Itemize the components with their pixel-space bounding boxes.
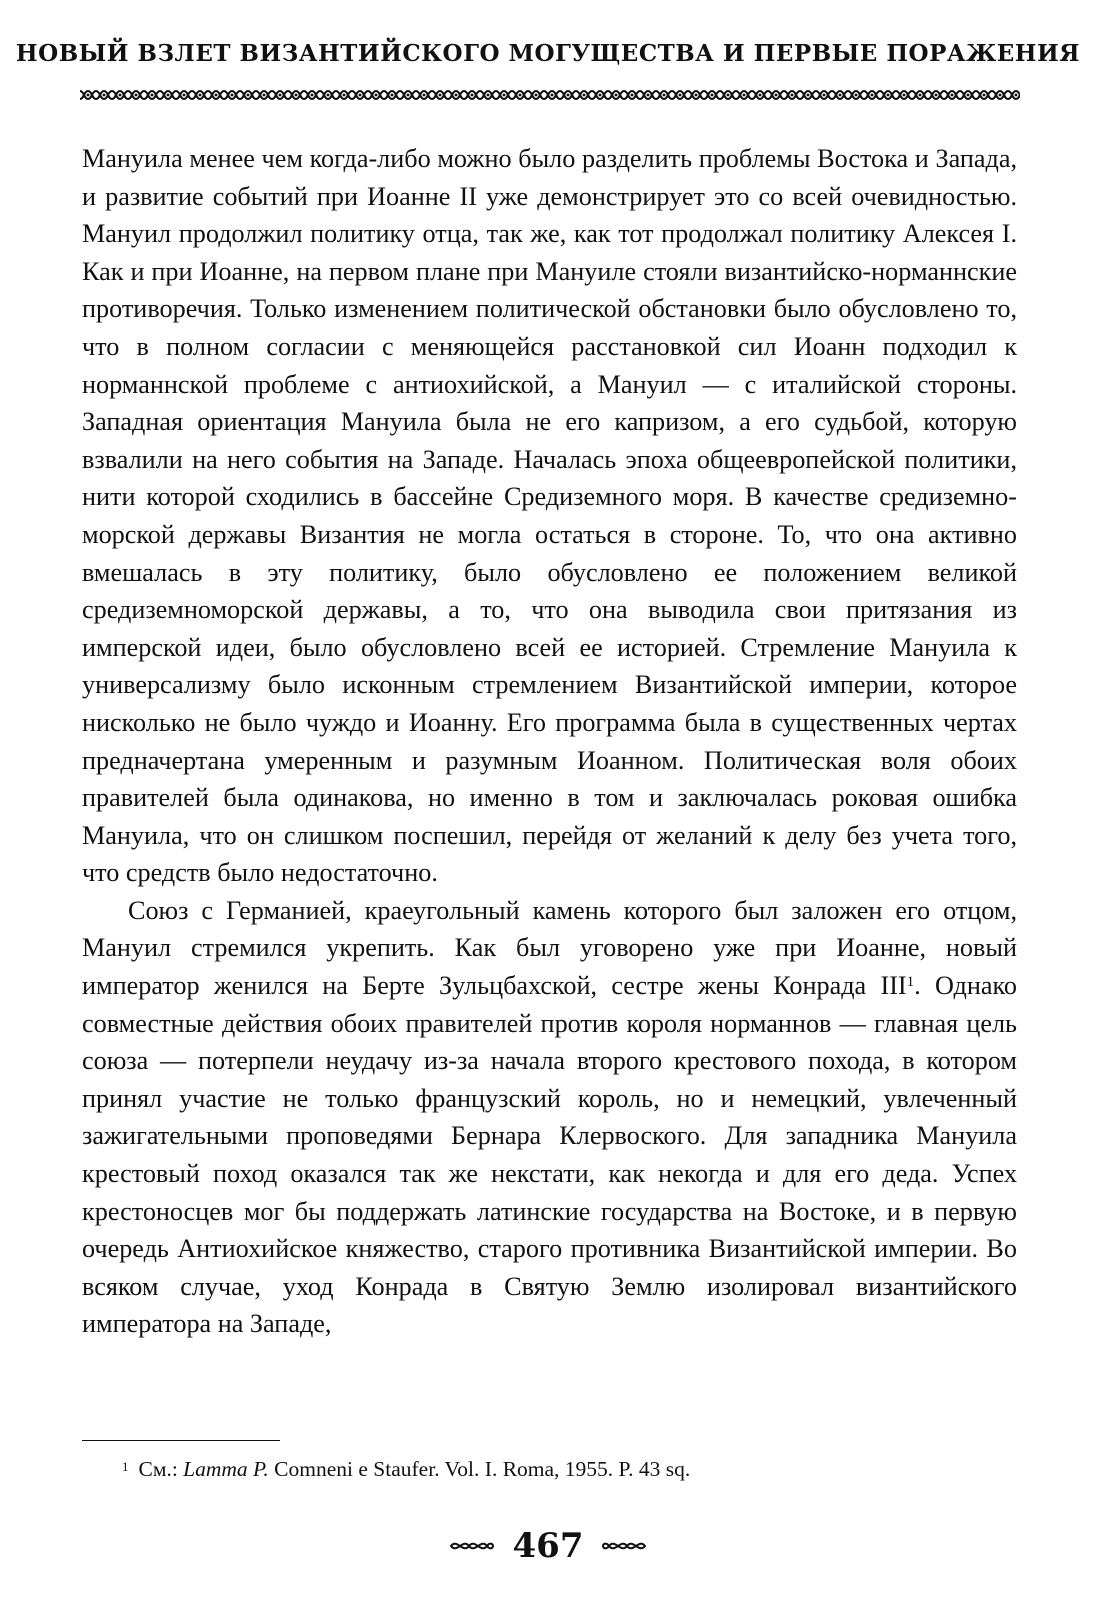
running-head: НОВЫЙ ВЗЛЕТ ВИЗАНТИЙСКОГО МОГУЩЕСТВА И ПЕРВЫЕ ПОРАЖЕНИЯ — [15, 40, 1081, 67]
main-text — [82, 140, 1017, 1343]
footnote-author: Lamma P. — [183, 1457, 269, 1481]
folio — [0, 1526, 1096, 1566]
paragraph-text: Союз с Германией, краеугольный камень которого был заложен его отцом, Мануил стремился укрепить. Как был уговорено уже при Иоанне, новый император женился на Берте Зульцбахской, сестре жены Конрада III — [82, 895, 1017, 1001]
knot-ornament-right-icon — [601, 1538, 647, 1554]
knot-ornament-left-icon — [449, 1538, 495, 1554]
footnote-citation: Comneni e Staufer. Vol. I. Roma, 1955. P. 43 sq. — [268, 1457, 691, 1481]
paragraph-continued: Мануила менее чем когда-либо можно было разделить проблемы Востока и Запада, и развитие событий при Иоанне II уже демонстрирует это со всей очевидностью. Мануил продолжил политику отца, так же, как тот продолжал политику Алексея I. Как и при Иоанне, на первом плане при Мануиле стояли византийско-норманнские противоречия. Только изменением политической обстановки было обусловлено то, что в полном согласии с меняющейся расстановкой сил Иоанн подходил к норманнской проблеме с антиохийской, а Мануил — с италийской стороны. Западная ориентация Мануила была не его капризом, а его судьбой, которую взвалили на него события на Западе. Началась эпоха общеевропейской политики, нити которой сходились в бассейне Средиземного моря. В качестве средиземноморской державы Византия не могла остаться в стороне. То, что она активно вмешалась в эту политику, было обусловлено ее положением великой средиземноморской державы, а то, что она выводила свои притязания из имперской идеи, было обусловлено всей ее историей. Стремление Мануила к универсализму было исконным стремлением Византийской империи, которое нисколько не было чуждо и Иоанну. Его программа была в существенных чертах предначертана умеренным и разумным Иоанном. Политическая воля обоих правителей была одинакова, но именно в том и заключалась роковая ошибка Мануила, что он слишком поспешил, перейдя от желаний к делу без учета того, что средств было недостаточно. — [82, 144, 1017, 888]
page-number: 467 — [512, 1526, 584, 1566]
footnote — [122, 1454, 1002, 1484]
footnote-marker: 1 — [122, 1459, 129, 1474]
interlace-band-icon — [80, 87, 1020, 103]
paragraph — [82, 892, 1017, 1343]
footnote-separator — [82, 1440, 280, 1441]
footnote-reference[interactable]: 1 — [906, 974, 915, 991]
paragraph-text: . Однако совместные действия обоих правителей против короля норманнов — главная цель союза — потерпели неудачу из-за начала второго крестового похода, в котором принял участие не только французский король, но и немецкий, увлеченный зажигательными проповедями Бернара Клервоского. Для западника Мануила крестовый поход оказался так же некстати, как некогда и для его деда. Успех крестоносцев мог бы поддержать латинские государства на Востоке, и в первую очередь Антиохийское княжество, старого противника Византийской империи. Во всяком случае, уход Конрада в Святую Землю изолировал византийского императора на Западе, — [82, 971, 1018, 1339]
footnote-prefix: См.: — [138, 1457, 184, 1481]
